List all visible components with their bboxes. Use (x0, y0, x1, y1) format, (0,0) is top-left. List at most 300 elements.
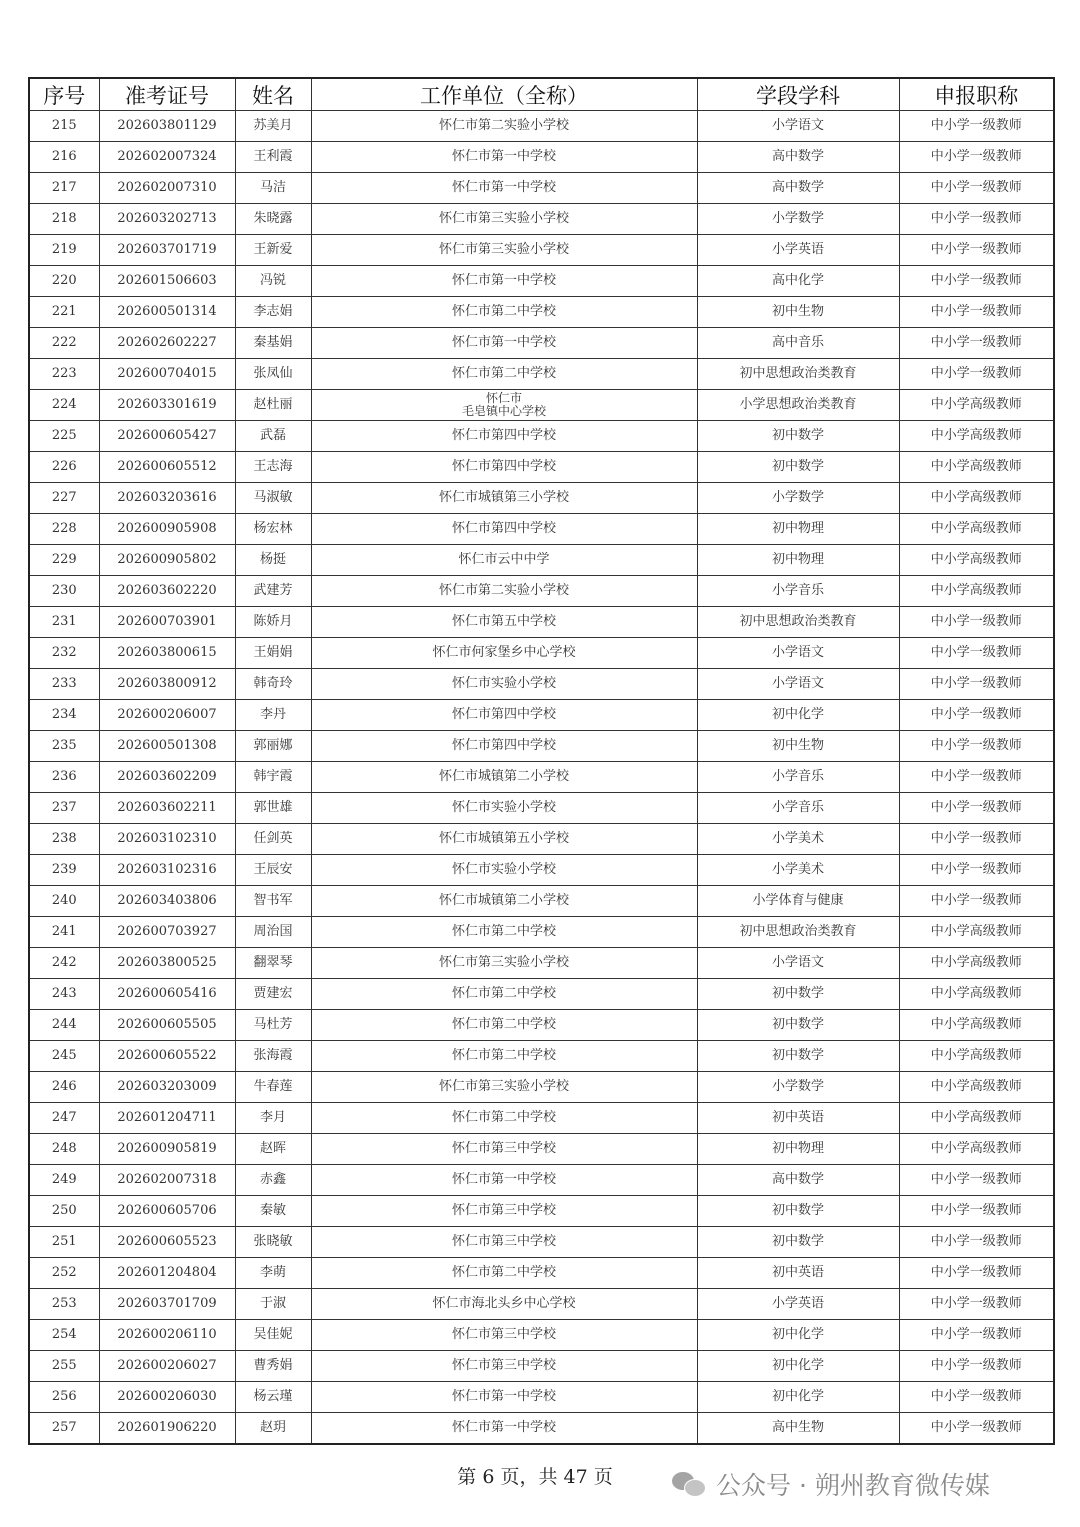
table-row (29, 1351, 1054, 1382)
cell-name: 李丹 (235, 700, 311, 731)
cell-exam-id: 202603800525 (99, 948, 235, 979)
cell-work-unit: 怀仁市第三实验小学校 (311, 948, 697, 979)
cell-exam-id: 202603602211 (99, 793, 235, 824)
cell-work-unit: 怀仁市第三实验小学校 (311, 204, 697, 235)
cell-serial: 243 (29, 979, 99, 1010)
cell-subject: 初中数学 (697, 1196, 899, 1227)
cell-subject: 高中数学 (697, 142, 899, 173)
cell-title: 中小学一级教师 (899, 1227, 1054, 1258)
cell-work-unit: 怀仁市实验小学校 (311, 669, 697, 700)
cell-subject: 小学体育与健康 (697, 886, 899, 917)
cell-work-unit: 怀仁市第二实验小学校 (311, 111, 697, 142)
table-row (29, 390, 1054, 421)
cell-name: 苏美月 (235, 111, 311, 142)
cell-title: 中小学一级教师 (899, 1258, 1054, 1289)
cell-name: 翻翠琴 (235, 948, 311, 979)
table-row (29, 731, 1054, 762)
cell-exam-id: 202601204804 (99, 1258, 235, 1289)
cell-title: 中小学一级教师 (899, 855, 1054, 886)
table-row (29, 979, 1054, 1010)
cell-exam-id: 202600605523 (99, 1227, 235, 1258)
cell-work-unit: 怀仁市第三中学校 (311, 1196, 697, 1227)
cell-title: 中小学高级教师 (899, 1103, 1054, 1134)
cell-name: 王志海 (235, 452, 311, 483)
cell-title: 中小学一级教师 (899, 1351, 1054, 1382)
cell-name: 周治国 (235, 917, 311, 948)
cell-title: 中小学高级教师 (899, 483, 1054, 514)
cell-name: 于淑 (235, 1289, 311, 1320)
cell-subject: 初中数学 (697, 1010, 899, 1041)
document-table-container (28, 77, 1053, 1445)
cell-title: 中小学高级教师 (899, 1134, 1054, 1165)
cell-work-unit: 怀仁市第四中学校 (311, 731, 697, 762)
cell-exam-id: 202600605522 (99, 1041, 235, 1072)
cell-work-unit: 怀仁市第一中学校 (311, 142, 697, 173)
cell-title: 中小学高级教师 (899, 390, 1054, 421)
cell-title: 中小学一级教师 (899, 1289, 1054, 1320)
cell-serial: 239 (29, 855, 99, 886)
cell-subject: 小学语文 (697, 948, 899, 979)
cell-serial: 218 (29, 204, 99, 235)
cell-subject: 小学音乐 (697, 576, 899, 607)
cell-exam-id: 202603801129 (99, 111, 235, 142)
cell-subject: 小学美术 (697, 855, 899, 886)
cell-serial: 240 (29, 886, 99, 917)
table-row (29, 204, 1054, 235)
cell-subject: 初中物理 (697, 545, 899, 576)
watermark (672, 1467, 990, 1501)
cell-exam-id: 202600605505 (99, 1010, 235, 1041)
table-row (29, 359, 1054, 390)
cell-work-unit: 怀仁市第三实验小学校 (311, 1072, 697, 1103)
cell-serial: 250 (29, 1196, 99, 1227)
cell-work-unit: 怀仁市第二中学校 (311, 917, 697, 948)
cell-title: 中小学一级教师 (899, 359, 1054, 390)
cell-title: 中小学一级教师 (899, 204, 1054, 235)
cell-subject: 初中英语 (697, 1258, 899, 1289)
cell-serial: 244 (29, 1010, 99, 1041)
cell-name: 赵玥 (235, 1413, 311, 1445)
cell-name: 张凤仙 (235, 359, 311, 390)
cell-subject: 初中化学 (697, 700, 899, 731)
cell-name: 郭世雄 (235, 793, 311, 824)
cell-serial: 217 (29, 173, 99, 204)
cell-serial: 236 (29, 762, 99, 793)
cell-exam-id: 202600206030 (99, 1382, 235, 1413)
cell-serial: 247 (29, 1103, 99, 1134)
cell-name: 朱晓露 (235, 204, 311, 235)
table-row (29, 1134, 1054, 1165)
cell-title: 中小学一级教师 (899, 700, 1054, 731)
cell-title: 中小学一级教师 (899, 1413, 1054, 1445)
cell-serial: 219 (29, 235, 99, 266)
cell-title: 中小学高级教师 (899, 948, 1054, 979)
cell-subject: 初中物理 (697, 1134, 899, 1165)
cell-subject: 高中化学 (697, 266, 899, 297)
cell-exam-id: 202602007310 (99, 173, 235, 204)
cell-work-unit: 怀仁市实验小学校 (311, 793, 697, 824)
cell-name: 曹秀娟 (235, 1351, 311, 1382)
cell-exam-id: 202600501314 (99, 297, 235, 328)
cell-exam-id: 202600703901 (99, 607, 235, 638)
cell-subject: 初中数学 (697, 1041, 899, 1072)
cell-exam-id: 202600605512 (99, 452, 235, 483)
cell-serial: 256 (29, 1382, 99, 1413)
table-row (29, 700, 1054, 731)
cell-name: 马杜芳 (235, 1010, 311, 1041)
cell-exam-id: 202603102316 (99, 855, 235, 886)
cell-exam-id: 202603403806 (99, 886, 235, 917)
cell-exam-id: 202600905908 (99, 514, 235, 545)
cell-work-unit: 怀仁市第一中学校 (311, 1382, 697, 1413)
cell-subject: 小学数学 (697, 1072, 899, 1103)
table-row (29, 793, 1054, 824)
table-row (29, 452, 1054, 483)
table-row (29, 235, 1054, 266)
cell-serial: 221 (29, 297, 99, 328)
cell-work-unit: 怀仁市城镇第三小学校 (311, 483, 697, 514)
table-row (29, 1227, 1054, 1258)
cell-exam-id: 202603203009 (99, 1072, 235, 1103)
cell-title: 中小学高级教师 (899, 576, 1054, 607)
cell-work-unit: 怀仁市城镇第五小学校 (311, 824, 697, 855)
cell-exam-id: 202603701709 (99, 1289, 235, 1320)
table-row (29, 1413, 1054, 1445)
cell-work-unit: 怀仁市第三中学校 (311, 1320, 697, 1351)
cell-name: 韩宇霞 (235, 762, 311, 793)
cell-title: 中小学一级教师 (899, 111, 1054, 142)
cell-exam-id: 202603602220 (99, 576, 235, 607)
table-row (29, 111, 1054, 142)
cell-exam-id: 202600206110 (99, 1320, 235, 1351)
table-row (29, 762, 1054, 793)
cell-serial: 255 (29, 1351, 99, 1382)
cell-subject: 初中思想政治类教育 (697, 917, 899, 948)
cell-serial: 246 (29, 1072, 99, 1103)
cell-work-unit: 怀仁市第二中学校 (311, 297, 697, 328)
cell-serial: 225 (29, 421, 99, 452)
cell-title: 中小学高级教师 (899, 452, 1054, 483)
table-row (29, 421, 1054, 452)
cell-exam-id: 202600501308 (99, 731, 235, 762)
cell-work-unit: 怀仁市第二实验小学校 (311, 576, 697, 607)
cell-subject: 小学音乐 (697, 762, 899, 793)
cell-serial: 248 (29, 1134, 99, 1165)
header-subject: 学段学科 (697, 78, 899, 111)
cell-work-unit: 怀仁市何家堡乡中心学校 (311, 638, 697, 669)
table-row (29, 173, 1054, 204)
cell-serial: 238 (29, 824, 99, 855)
cell-work-unit: 怀仁市第二中学校 (311, 979, 697, 1010)
cell-title: 中小学一级教师 (899, 886, 1054, 917)
cell-exam-id: 202602602227 (99, 328, 235, 359)
table-row (29, 638, 1054, 669)
cell-name: 杨宏林 (235, 514, 311, 545)
table-row (29, 886, 1054, 917)
cell-name: 马洁 (235, 173, 311, 204)
cell-serial: 234 (29, 700, 99, 731)
cell-name: 秦敏 (235, 1196, 311, 1227)
table-row (29, 483, 1054, 514)
cell-exam-id: 202603800912 (99, 669, 235, 700)
table-row (29, 1103, 1054, 1134)
cell-subject: 高中音乐 (697, 328, 899, 359)
table-row (29, 297, 1054, 328)
cell-subject: 小学美术 (697, 824, 899, 855)
cell-work-unit: 怀仁市城镇第二小学校 (311, 762, 697, 793)
table-row (29, 1072, 1054, 1103)
cell-title: 中小学一级教师 (899, 1382, 1054, 1413)
cell-subject: 初中思想政治类教育 (697, 359, 899, 390)
table-row (29, 1320, 1054, 1351)
cell-name: 武磊 (235, 421, 311, 452)
cell-serial: 223 (29, 359, 99, 390)
cell-exam-id: 202600206007 (99, 700, 235, 731)
cell-subject: 小学英语 (697, 1289, 899, 1320)
cell-work-unit: 怀仁市第一中学校 (311, 266, 697, 297)
cell-subject: 初中化学 (697, 1320, 899, 1351)
cell-name: 郭丽娜 (235, 731, 311, 762)
cell-work-unit: 怀仁市第四中学校 (311, 452, 697, 483)
table-row (29, 855, 1054, 886)
table-row (29, 1258, 1054, 1289)
cell-exam-id: 202600605427 (99, 421, 235, 452)
cell-name: 李志娟 (235, 297, 311, 328)
cell-title: 中小学一级教师 (899, 173, 1054, 204)
cell-name: 陈娇月 (235, 607, 311, 638)
cell-serial: 237 (29, 793, 99, 824)
cell-serial: 229 (29, 545, 99, 576)
cell-name: 赵杜丽 (235, 390, 311, 421)
cell-serial: 242 (29, 948, 99, 979)
cell-exam-id: 202600703927 (99, 917, 235, 948)
table-row (29, 1165, 1054, 1196)
cell-name: 李萌 (235, 1258, 311, 1289)
table-row (29, 142, 1054, 173)
cell-subject: 小学语文 (697, 111, 899, 142)
cell-subject: 初中生物 (697, 731, 899, 762)
cell-name: 王利霞 (235, 142, 311, 173)
cell-name: 牛春莲 (235, 1072, 311, 1103)
header-exam-id: 准考证号 (99, 78, 235, 111)
cell-serial: 232 (29, 638, 99, 669)
cell-exam-id: 202601906220 (99, 1413, 235, 1445)
cell-work-unit: 怀仁市实验小学校 (311, 855, 697, 886)
cell-title: 中小学一级教师 (899, 1165, 1054, 1196)
table-row (29, 948, 1054, 979)
cell-work-unit: 怀仁市第三中学校 (311, 1227, 697, 1258)
cell-serial: 222 (29, 328, 99, 359)
cell-exam-id: 202602007324 (99, 142, 235, 173)
cell-subject: 初中思想政治类教育 (697, 607, 899, 638)
cell-name: 杨云瑾 (235, 1382, 311, 1413)
cell-exam-id: 202600905802 (99, 545, 235, 576)
cell-exam-id: 202600206027 (99, 1351, 235, 1382)
cell-subject: 高中生物 (697, 1413, 899, 1445)
cell-work-unit: 怀仁市城镇第二小学校 (311, 886, 697, 917)
cell-work-unit: 怀仁市云中中学 (311, 545, 697, 576)
cell-work-unit: 怀仁市第一中学校 (311, 1165, 697, 1196)
table-row (29, 328, 1054, 359)
cell-serial: 233 (29, 669, 99, 700)
cell-title: 中小学高级教师 (899, 545, 1054, 576)
cell-name: 冯锐 (235, 266, 311, 297)
cell-serial: 231 (29, 607, 99, 638)
cell-exam-id: 202603203616 (99, 483, 235, 514)
table-row (29, 514, 1054, 545)
header-name: 姓名 (235, 78, 311, 111)
cell-subject: 小学语文 (697, 669, 899, 700)
cell-name: 武建芳 (235, 576, 311, 607)
header-serial: 序号 (29, 78, 99, 111)
cell-subject: 小学数学 (697, 204, 899, 235)
cell-subject: 初中英语 (697, 1103, 899, 1134)
cell-title: 中小学一级教师 (899, 297, 1054, 328)
table-row (29, 266, 1054, 297)
cell-title: 中小学一级教师 (899, 607, 1054, 638)
cell-subject: 初中数学 (697, 1227, 899, 1258)
cell-serial: 241 (29, 917, 99, 948)
cell-subject: 高中数学 (697, 173, 899, 204)
cell-subject: 小学语文 (697, 638, 899, 669)
cell-name: 秦基娟 (235, 328, 311, 359)
cell-title: 中小学一级教师 (899, 1196, 1054, 1227)
wechat-icon (672, 1470, 706, 1498)
cell-exam-id: 202600605706 (99, 1196, 235, 1227)
cell-work-unit: 怀仁市海北头乡中心学校 (311, 1289, 697, 1320)
cell-title: 中小学一级教师 (899, 142, 1054, 173)
cell-name: 王娟娟 (235, 638, 311, 669)
cell-serial: 245 (29, 1041, 99, 1072)
cell-work-unit: 怀仁市 毛皂镇中心学校 (311, 390, 697, 421)
cell-serial: 253 (29, 1289, 99, 1320)
cell-serial: 249 (29, 1165, 99, 1196)
cell-title: 中小学一级教师 (899, 235, 1054, 266)
cell-name: 吴佳妮 (235, 1320, 311, 1351)
table-row (29, 824, 1054, 855)
watermark-text: 公众号 · 朔州教育微传媒 (716, 1471, 990, 1500)
cell-subject: 小学数学 (697, 483, 899, 514)
cell-name: 王辰安 (235, 855, 311, 886)
cell-serial: 216 (29, 142, 99, 173)
cell-name: 韩奇玲 (235, 669, 311, 700)
cell-title: 中小学一级教师 (899, 824, 1054, 855)
cell-work-unit: 怀仁市第二中学校 (311, 1103, 697, 1134)
table-row (29, 545, 1054, 576)
table-row (29, 1196, 1054, 1227)
cell-work-unit: 怀仁市第一中学校 (311, 328, 697, 359)
cell-exam-id: 202601506603 (99, 266, 235, 297)
table-header-row (29, 78, 1054, 111)
cell-serial: 226 (29, 452, 99, 483)
table-row (29, 1289, 1054, 1320)
table-row (29, 1010, 1054, 1041)
cell-subject: 高中数学 (697, 1165, 899, 1196)
cell-serial: 251 (29, 1227, 99, 1258)
cell-name: 赵晖 (235, 1134, 311, 1165)
cell-subject: 初中化学 (697, 1351, 899, 1382)
table-row (29, 669, 1054, 700)
header-title: 申报职称 (899, 78, 1054, 111)
cell-serial: 215 (29, 111, 99, 142)
cell-title: 中小学高级教师 (899, 1041, 1054, 1072)
cell-name: 杨挺 (235, 545, 311, 576)
cell-work-unit: 怀仁市第一中学校 (311, 1413, 697, 1445)
cell-title: 中小学高级教师 (899, 514, 1054, 545)
cell-title: 中小学高级教师 (899, 421, 1054, 452)
cell-subject: 初中数学 (697, 452, 899, 483)
cell-subject: 初中化学 (697, 1382, 899, 1413)
table-row (29, 1382, 1054, 1413)
cell-name: 智书军 (235, 886, 311, 917)
cell-subject: 小学英语 (697, 235, 899, 266)
cell-exam-id: 202603701719 (99, 235, 235, 266)
cell-serial: 230 (29, 576, 99, 607)
cell-exam-id: 202601204711 (99, 1103, 235, 1134)
cell-subject: 初中数学 (697, 421, 899, 452)
cell-exam-id: 202603301619 (99, 390, 235, 421)
cell-work-unit: 怀仁市第三实验小学校 (311, 235, 697, 266)
cell-work-unit: 怀仁市第四中学校 (311, 421, 697, 452)
cell-serial: 224 (29, 390, 99, 421)
cell-subject: 小学思想政治类教育 (697, 390, 899, 421)
table-row (29, 607, 1054, 638)
cell-subject: 初中物理 (697, 514, 899, 545)
cell-name: 任剑英 (235, 824, 311, 855)
cell-exam-id: 202603800615 (99, 638, 235, 669)
cell-serial: 220 (29, 266, 99, 297)
header-work-unit: 工作单位（全称） (311, 78, 697, 111)
cell-work-unit: 怀仁市第五中学校 (311, 607, 697, 638)
cell-title: 中小学高级教师 (899, 979, 1054, 1010)
cell-title: 中小学一级教师 (899, 1320, 1054, 1351)
cell-title: 中小学一级教师 (899, 638, 1054, 669)
cell-work-unit: 怀仁市第二中学校 (311, 1258, 697, 1289)
cell-title: 中小学高级教师 (899, 1072, 1054, 1103)
table-row (29, 1041, 1054, 1072)
cell-serial: 254 (29, 1320, 99, 1351)
table-row (29, 576, 1054, 607)
cell-work-unit: 怀仁市第四中学校 (311, 514, 697, 545)
cell-exam-id: 202600704015 (99, 359, 235, 390)
cell-exam-id: 202603602209 (99, 762, 235, 793)
cell-work-unit: 怀仁市第三中学校 (311, 1134, 697, 1165)
cell-work-unit: 怀仁市第一中学校 (311, 173, 697, 204)
table-row (29, 917, 1054, 948)
cell-serial: 228 (29, 514, 99, 545)
cell-subject: 初中数学 (697, 979, 899, 1010)
cell-name: 赤鑫 (235, 1165, 311, 1196)
cell-exam-id: 202600905819 (99, 1134, 235, 1165)
cell-title: 中小学一级教师 (899, 793, 1054, 824)
cell-name: 马淑敏 (235, 483, 311, 514)
cell-name: 张海霞 (235, 1041, 311, 1072)
cell-subject: 小学音乐 (697, 793, 899, 824)
cell-work-unit: 怀仁市第二中学校 (311, 1010, 697, 1041)
cell-exam-id: 202602007318 (99, 1165, 235, 1196)
page-number-text: 第 6 页，共 47 页 (457, 1466, 613, 1488)
cell-title: 中小学一级教师 (899, 762, 1054, 793)
cell-work-unit: 怀仁市第二中学校 (311, 359, 697, 390)
cell-work-unit: 怀仁市第三中学校 (311, 1351, 697, 1382)
cell-name: 王新爱 (235, 235, 311, 266)
cell-title: 中小学一级教师 (899, 669, 1054, 700)
cell-serial: 257 (29, 1413, 99, 1445)
cell-title: 中小学高级教师 (899, 917, 1054, 948)
cell-title: 中小学高级教师 (899, 1010, 1054, 1041)
cell-exam-id: 202603102310 (99, 824, 235, 855)
cell-name: 张晓敏 (235, 1227, 311, 1258)
